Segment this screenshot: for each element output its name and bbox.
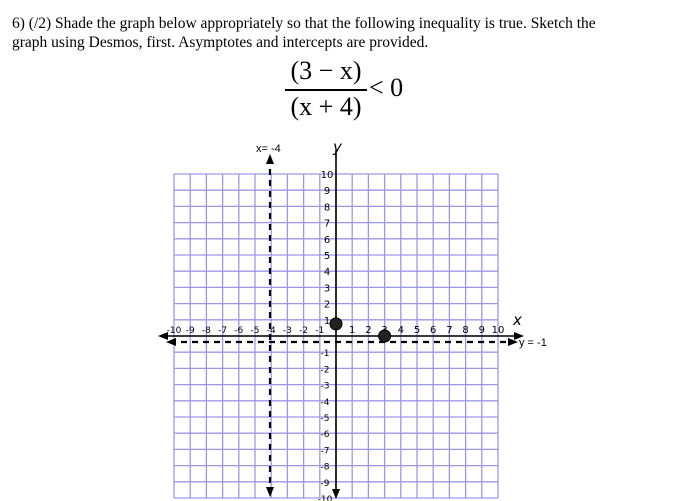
horizontal-asymptote-label: y = -1 — [519, 337, 547, 349]
x-tick-label: 10 — [491, 325, 505, 336]
x-tick-label: 1 — [349, 325, 356, 336]
x-tick-label: 7 — [446, 325, 453, 336]
y-tick-label: -1 — [320, 349, 330, 360]
x-tick-label: -10 — [166, 326, 182, 336]
x-tick-label: -9 — [185, 326, 195, 336]
y-tick-label: 9 — [323, 186, 331, 198]
question-line-1: 6) (/2) Shade the graph below appropriately so that the following inequality is true. Sketch the — [12, 15, 596, 32]
x-tick-label: -4 — [266, 326, 276, 336]
y-intercept-point[interactable] — [330, 318, 342, 330]
y-tick-label: 3 — [323, 283, 331, 295]
horizontal-asymptote-arrow-right — [508, 338, 518, 346]
x-tick-label: 9 — [478, 325, 485, 336]
x-tick-label: 4 — [397, 325, 404, 336]
vertical-asymptote-arrow-bottom — [266, 487, 274, 497]
y-tick-label: 8 — [323, 202, 331, 214]
formula-relation: < 0 — [369, 73, 404, 102]
x-axis-label: x — [513, 311, 522, 329]
x-tick-label: -7 — [218, 326, 228, 336]
y-tick-label: -8 — [320, 462, 330, 473]
vertical-asymptote-label: x= -4 — [256, 143, 281, 155]
y-tick-label: -6 — [320, 430, 330, 441]
y-tick-label: 6 — [323, 234, 331, 246]
x-tick-label: -3 — [282, 326, 292, 336]
y-tick-label: 7 — [323, 218, 331, 230]
formula-numerator: (3 − x) — [290, 56, 362, 85]
y-tick-label: -4 — [320, 397, 330, 408]
x-tick-label: 6 — [430, 325, 437, 336]
x-tick-label: 2 — [365, 325, 372, 336]
y-tick-label: 1 — [323, 315, 331, 327]
y-tick-label: -3 — [320, 381, 330, 392]
y-tick-label: 5 — [323, 251, 331, 262]
x-intercept-point[interactable] — [379, 330, 391, 342]
y-tick-label: 2 — [323, 299, 331, 311]
y-tick-label: -7 — [320, 446, 330, 457]
x-tick-label: 5 — [413, 325, 421, 336]
vertical-asymptote-arrow-top — [266, 154, 274, 164]
y-axis-label: y — [333, 138, 342, 156]
y-tick-label: -9 — [320, 478, 330, 489]
x-tick-label: -8 — [201, 326, 211, 336]
y-tick-label: 10 — [320, 170, 334, 181]
y-tick-label: -5 — [320, 414, 330, 424]
x-tick-label: -6 — [234, 326, 244, 336]
y-tick-label: -2 — [320, 365, 330, 376]
x-tick-label: -1 — [315, 326, 325, 336]
question-line-2: graph using Desmos, first. Asymptotes and intercepts are provided. — [12, 34, 429, 51]
x-tick-label: 8 — [462, 325, 469, 336]
y-tick-label: -10 — [317, 495, 333, 501]
x-tick-label: -2 — [299, 326, 309, 336]
y-tick-label: 4 — [323, 267, 331, 279]
x-tick-label: -5 — [250, 326, 260, 336]
formula-denominator: (x + 4) — [290, 92, 362, 121]
